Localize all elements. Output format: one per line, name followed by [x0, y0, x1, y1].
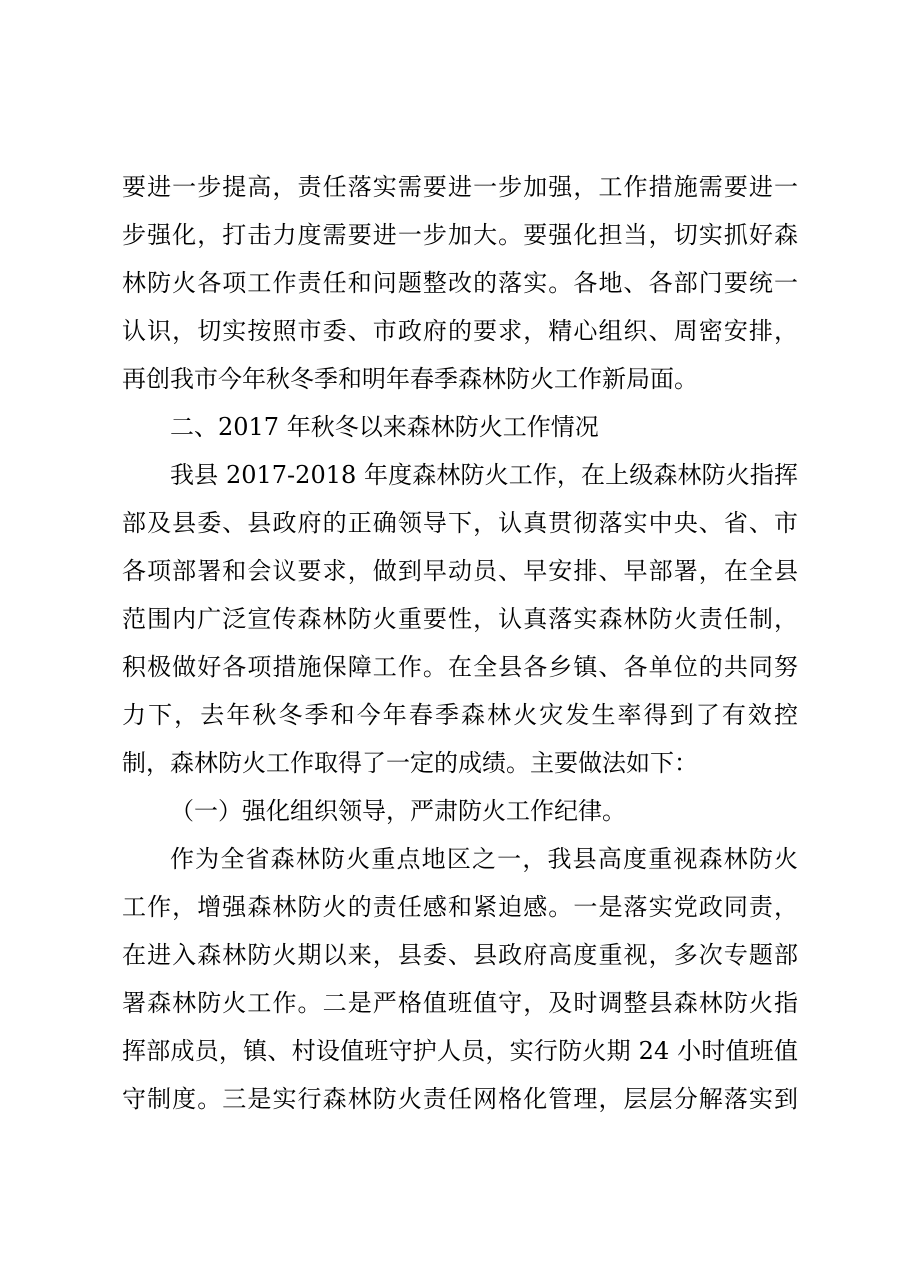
- paragraph-line: 力下，去年秋冬季和今年春季森林火灾发生率得到了有效控: [122, 701, 798, 729]
- paragraph-line: 制，森林防火工作取得了一定的成绩。主要做法如下：: [122, 749, 698, 777]
- paragraph-line: 守制度。三是实行森林防火责任网格化管理，层层分解落实到: [122, 1085, 798, 1113]
- paragraph-line: 我县 2017-2018 年度森林防火工作，在上级森林防火指挥: [170, 461, 798, 489]
- paragraph-line: 林防火各项工作责任和问题整改的落实。各地、各部门要统一: [122, 269, 798, 297]
- paragraph-line: 要进一步提高，责任落实需要进一步加强，工作措施需要进一: [122, 173, 798, 201]
- paragraph-line: 作为全省森林防火重点地区之一，我县高度重视森林防火: [170, 845, 798, 873]
- paragraph-line: 认识，切实按照市委、市政府的要求，精心组织、周密安排，: [122, 317, 798, 345]
- paragraph-line: 署森林防火工作。二是严格值班值守，及时调整县森林防火指: [122, 989, 798, 1017]
- paragraph-line: 部及县委、县政府的正确领导下，认真贯彻落实中央、省、市: [122, 509, 798, 537]
- paragraph-line: 再创我市今年秋冬季和明年春季森林防火工作新局面。: [122, 365, 698, 393]
- subsection-heading: （一）强化组织领导，严肃防火工作纪律。: [170, 797, 626, 825]
- paragraph-line: 各项部署和会议要求，做到早动员、早安排、早部署，在全县: [122, 557, 798, 585]
- paragraph-line: 工作，增强森林防火的责任感和紧迫感。一是落实党政同责，: [122, 893, 798, 921]
- section-heading: 二、2017 年秋冬以来森林防火工作情况: [170, 413, 599, 441]
- document-body: [122, 163, 798, 1123]
- paragraph-line: 在进入森林防火期以来，县委、县政府高度重视，多次专题部: [122, 941, 798, 969]
- paragraph-line: 积极做好各项措施保障工作。在全县各乡镇、各单位的共同努: [122, 653, 798, 681]
- paragraph-line: 范围内广泛宣传森林防火重要性，认真落实森林防火责任制，: [122, 605, 798, 633]
- paragraph-line: 步强化，打击力度需要进一步加大。要强化担当，切实抓好森: [122, 221, 798, 249]
- paragraph-line: 挥部成员，镇、村设值班守护人员，实行防火期 24 小时值班值: [122, 1037, 798, 1065]
